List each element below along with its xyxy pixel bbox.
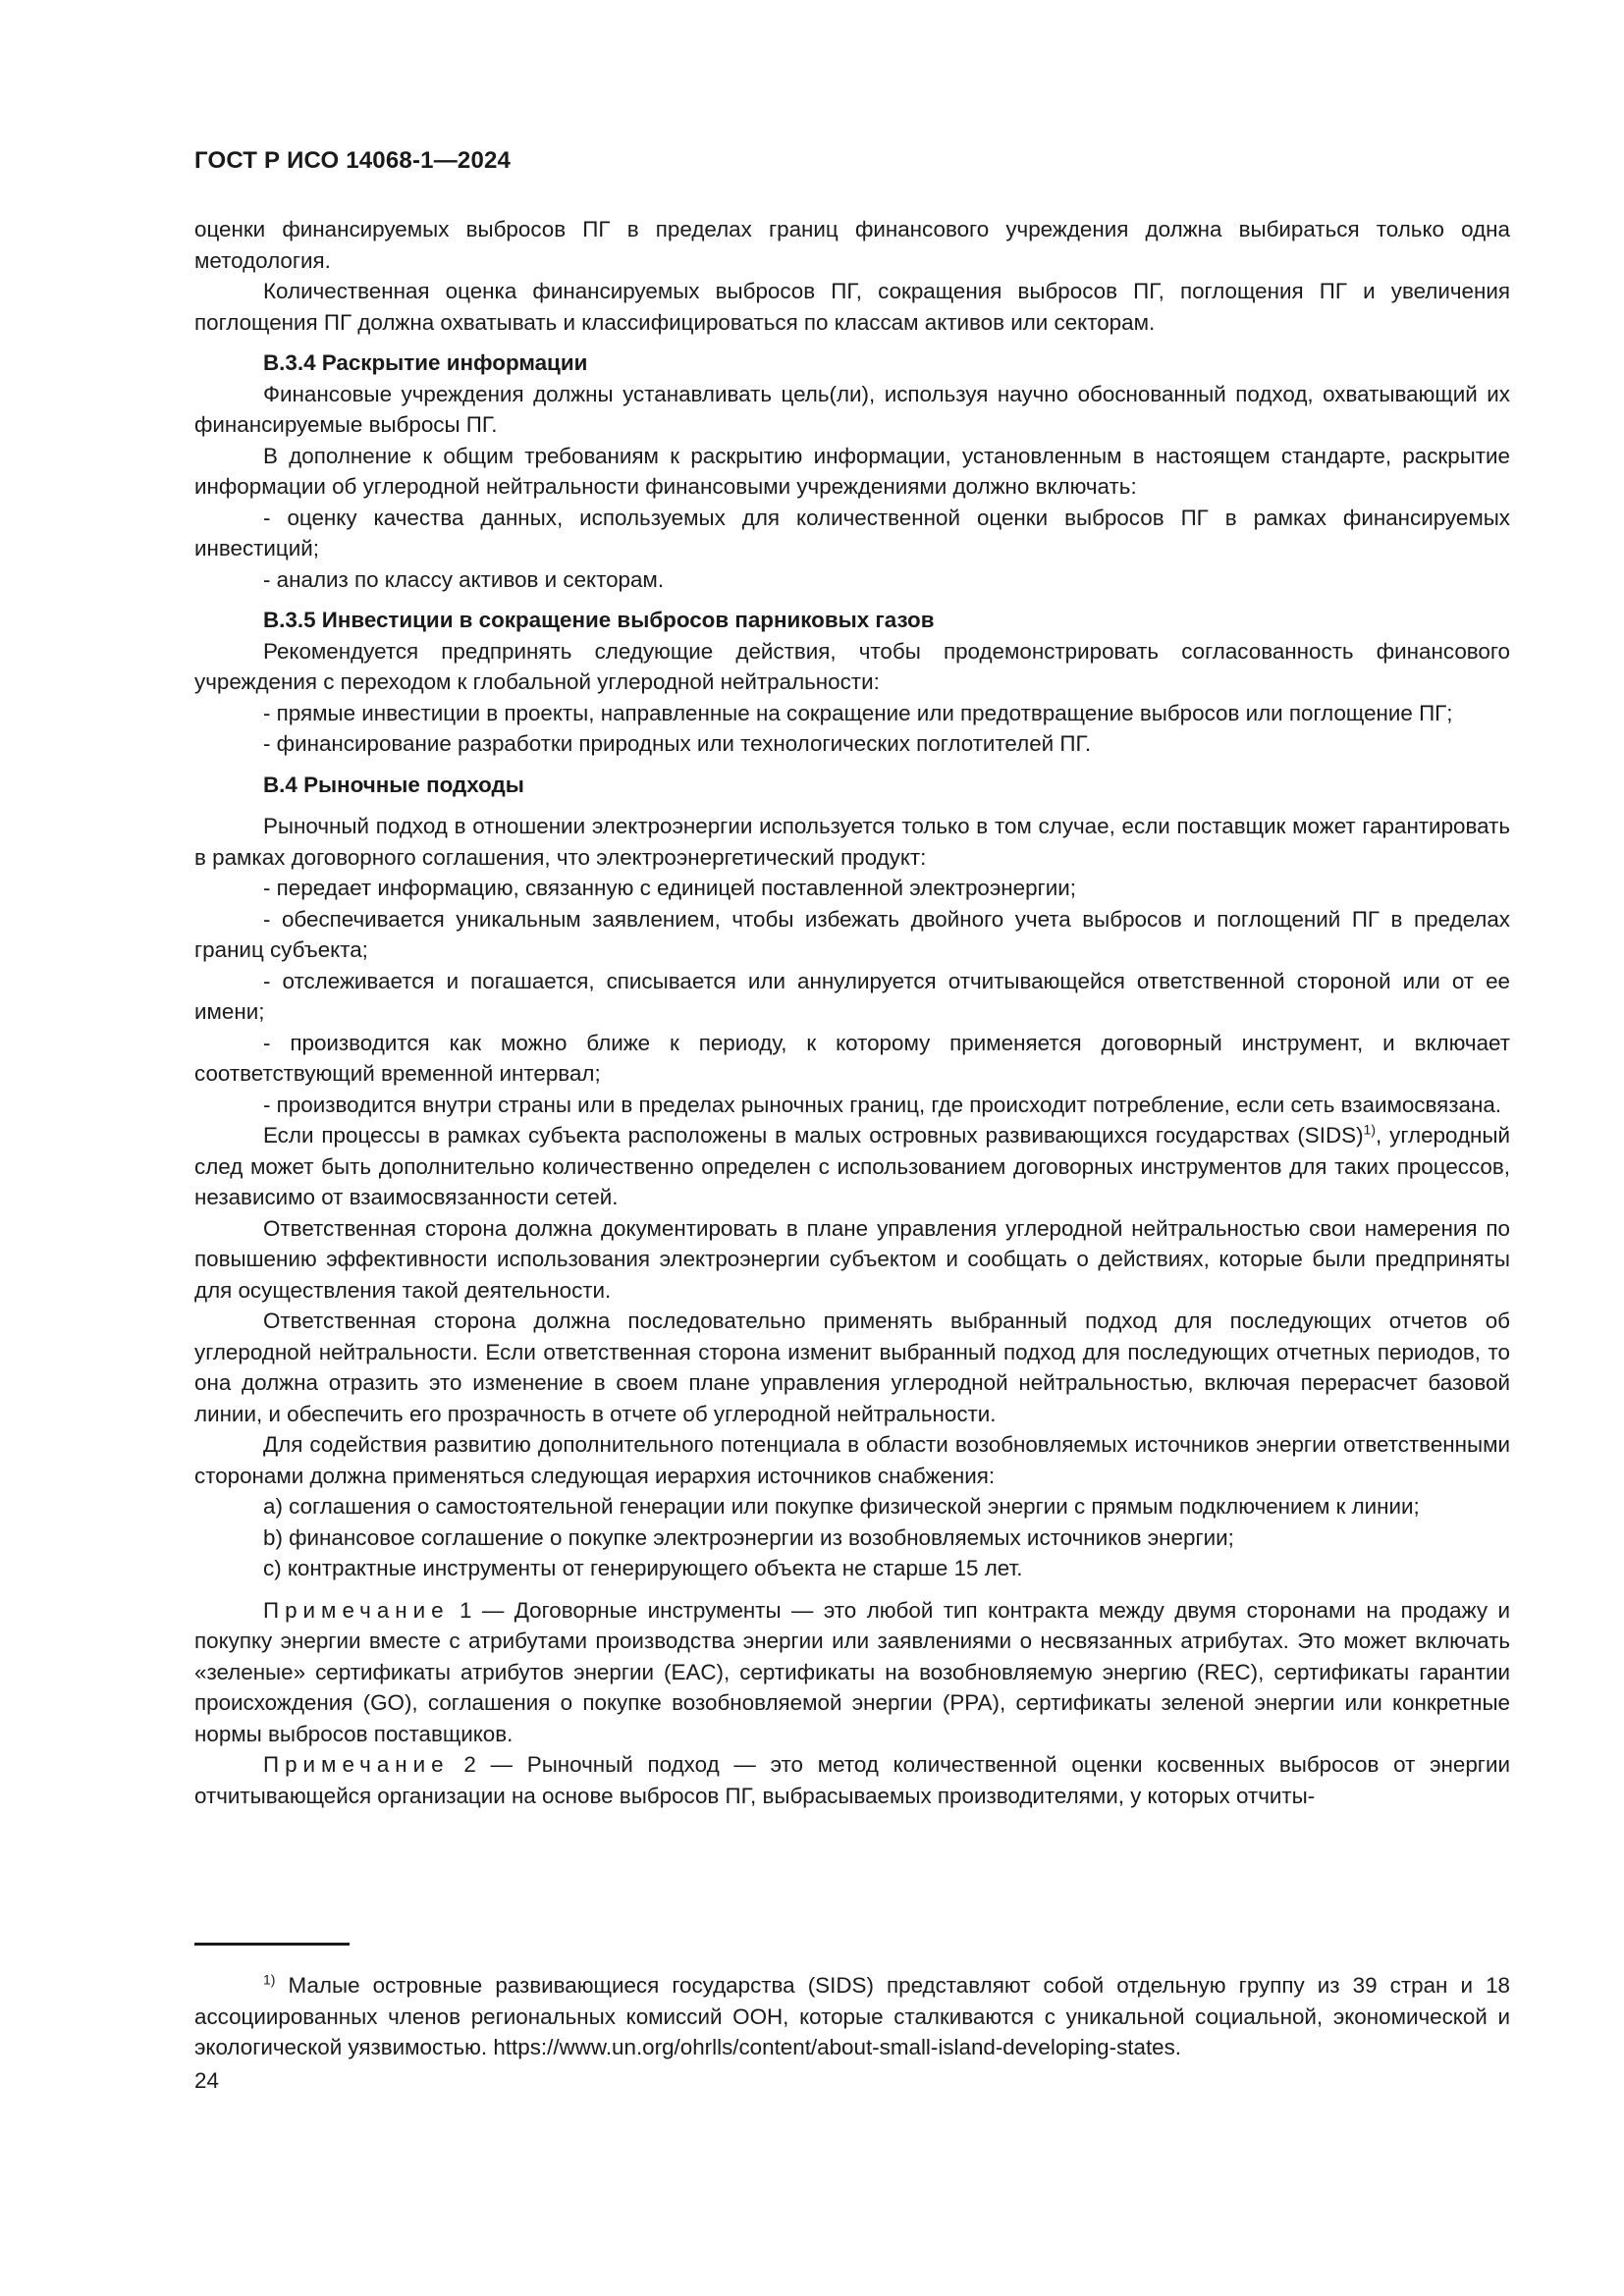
paragraph-text: - анализ по классу активов и секторам.: [263, 566, 665, 592]
section-heading: B.3.4 Раскрытие информации: [263, 350, 588, 375]
paragraph: [194, 564, 1510, 596]
paragraph-text: - производится как можно ближе к периоду, к которому применяется договорный инструмент, и включает соответствующий временной интервал;: [194, 1030, 1510, 1086]
paragraph-text: c) контрактные инструменты от генерирующего объекта не старше 15 лет.: [263, 1556, 1023, 1580]
document-body: [194, 214, 1510, 1811]
paragraph: [194, 1491, 1510, 1522]
paragraph: [194, 1090, 1510, 1121]
paragraph-text: a) соглашения о самостоятельной генерации или покупке физической энергии с прямым подключением к линии;: [263, 1494, 1420, 1519]
note-paragraph: [194, 1595, 1510, 1750]
paragraph-text: Количественная оценка финансируемых выбросов ПГ, сокращения выбросов ПГ, поглощения ПГ и увеличения поглощения ПГ должна охватывать и классифицироваться по классам активов или секторам.: [194, 279, 1510, 335]
paragraph-text: Ответственная сторона должна последовательно применять выбранный подход для последующих отчетов об углеродной нейтральности. Если ответственная сторона изменит выбранный подход для последующих отчетных периодов, то она должна отразить это изменение в своем плане управления углеродной нейтральностью, включая перерасчет базовой линии, и обеспечить его прозрачность в отчете об углеродной нейтральности.: [194, 1308, 1510, 1426]
paragraph-text: b) финансовое соглашение о покупке электроэнергии из возобновляемых источников энергии;: [263, 1524, 1234, 1550]
paragraph: [194, 698, 1510, 729]
paragraph-text: Если процессы в рамках субъекта расположены в малых островных развивающихся государствах (SIDS): [263, 1123, 1364, 1148]
paragraph: [194, 276, 1510, 338]
paragraph-text: - прямые инвестиции в проекты, направленные на сокращение или предотвращение выбросов или поглощение ПГ;: [263, 700, 1453, 725]
paragraph: [194, 503, 1510, 564]
paragraph: [194, 873, 1510, 904]
section-heading: B.4 Рыночные подходы: [263, 772, 524, 797]
paragraph-text: Финансовые учреждения должны устанавливать цель(ли), используя научно обоснованный подход, охватывающий их финансируемые выбросы ПГ.: [194, 381, 1510, 437]
paragraph-text: оценки финансируемых выбросов ПГ в пределах границ финансового учреждения должна выбираться только одна методология.: [194, 217, 1510, 273]
paragraph-text: - отслеживается и погашается, списывается или аннулируется отчитывающейся ответственной стороной или от ее имени;: [194, 968, 1510, 1024]
paragraph: [194, 966, 1510, 1028]
section-heading: B.3.5 Инвестиции в сокращение выбросов парниковых газов: [263, 608, 935, 632]
note-label: Примечание: [263, 1752, 450, 1777]
footnote-text: Малые островные развивающиеся государства (SIDS) представляют собой отдельную группу из 39 стран и 18 ассоциированных членов региональных комиссий ООН, которые сталкиваются с уникальной социальной, экономической и экологической уязвимостью. https://www.un.org/ohrlls/content/about-small-island-developing-states.: [194, 1973, 1510, 2059]
paragraph-text: Для содействия развитию дополнительного потенциала в области возобновляемых источников энергии ответственными сторонами должна применяться следующая иерархия источников снабжения:: [194, 1432, 1510, 1488]
footnote-separator: [194, 1943, 350, 1946]
paragraph: [194, 441, 1510, 503]
paragraph-text: - обеспечивается уникальным заявлением, чтобы избежать двойного учета выбросов и поглощений ПГ в пределах границ субъекта;: [194, 906, 1510, 962]
paragraph: [194, 1120, 1510, 1213]
paragraph: [194, 379, 1510, 441]
paragraph-text-continued: , углеродный след может быть дополнительно количественно определен с использованием договорных инструментов для таких процессов, независимо от взаимосвязанности сетей.: [194, 1123, 1511, 1209]
footnote: [194, 1970, 1510, 2063]
paragraph-text: - финансирование разработки природных или технологических поглотителей ПГ.: [263, 731, 1092, 756]
paragraph: [194, 1429, 1510, 1491]
paragraph: [194, 904, 1510, 966]
page-content: [194, 147, 1510, 1811]
paragraph: [194, 1028, 1510, 1090]
paragraph: [194, 811, 1510, 873]
paragraph-text: - оценку качества данных, используемых для количественной оценки выбросов ПГ в рамках финансируемых инвестиций;: [194, 505, 1510, 561]
paragraph: [194, 728, 1510, 760]
paragraph: [194, 214, 1510, 276]
paragraph: [194, 1213, 1510, 1307]
paragraph: [194, 1553, 1510, 1584]
paragraph: [194, 1306, 1510, 1429]
paragraph-text: - производится внутри страны или в пределах рыночных границ, где происходит потребление, если сеть взаимосвязана.: [263, 1092, 1502, 1117]
paragraph-text: Рыночный подход в отношении электроэнергии используется только в том случае, если поставщик может гарантировать в рамках договорного соглашения, что электроэнергетический продукт:: [194, 814, 1510, 870]
footnote-reference: 1): [1363, 1121, 1376, 1138]
note-label: Примечание: [263, 1597, 450, 1623]
paragraph-text: - передает информацию, связанную с единицей поставленной электроэнергии;: [263, 876, 1076, 900]
note-paragraph: [194, 1749, 1510, 1811]
paragraph-text: 1 — Договорные инструменты — это любой тип контракта между двумя сторонами на продажу и покупку энергии вместе с атрибутами производства энергии или заявлениями о несвязанных атрибутах. Это может включать «зеленые» сертификаты атрибутов энергии (EAC), сертификаты на возобновляемую энергию (REC), сертификаты гарантии происхождения (GO), соглашения о покупке возобновляемой энергии (PPA), сертификаты зеленой энергии или конкретные нормы выбросов поставщиков.: [194, 1597, 1510, 1746]
paragraph-text: В дополнение к общим требованиям к раскрытию информации, установленным в настоящем стандарте, раскрытие информации об углеродной нейтральности финансовыми учреждениями должно включать:: [194, 443, 1510, 499]
paragraph-text: Рекомендуется предпринять следующие действия, чтобы продемонстрировать согласованность финансового учреждения с переходом к глобальной углеродной нейтральности:: [194, 638, 1510, 694]
document-header: ГОСТ Р ИСО 14068-1—2024: [194, 147, 512, 174]
paragraph-text: Ответственная сторона должна документировать в плане управления углеродной нейтральностью свои намерения по повышению эффективности использования электроэнергии субъектом и сообщать о действиях, которые были предприняты для осуществления такой деятельности.: [194, 1215, 1510, 1303]
paragraph: [194, 636, 1510, 698]
paragraph: [194, 1522, 1510, 1554]
paragraph-text: 2 — Рыночный подход — это метод количественной оценки косвенных выбросов от энергии отчитывающейся организации на основе выбросов ПГ, выбрасываемых производителями, у которых отчиты-: [194, 1752, 1510, 1808]
page-number: 24: [194, 2068, 219, 2093]
footnote-marker: 1): [263, 1971, 276, 1988]
